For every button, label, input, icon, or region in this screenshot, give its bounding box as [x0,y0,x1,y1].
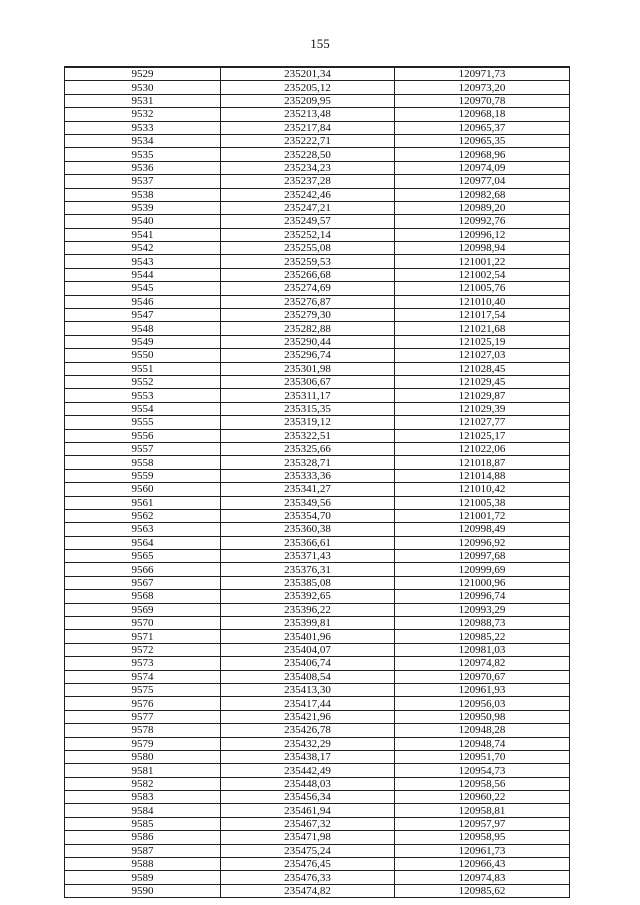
table-row [65,831,570,844]
table-row [65,201,570,214]
x-coordinate-cell: 235315,35 [221,402,395,415]
table-row [65,791,570,804]
point-number-cell: 9582 [65,777,221,790]
table-row [65,188,570,201]
y-coordinate-cell: 121001,72 [395,509,570,522]
x-coordinate-cell: 235328,71 [221,456,395,469]
x-coordinate-cell: 235417,44 [221,697,395,710]
y-coordinate-cell: 120989,20 [395,201,570,214]
table-row [65,576,570,589]
point-number-cell: 9551 [65,362,221,375]
point-number-cell: 9581 [65,764,221,777]
table-row [65,670,570,683]
y-coordinate-cell: 120960,22 [395,791,570,804]
table-row [65,697,570,710]
y-coordinate-cell: 120999,69 [395,563,570,576]
point-number-cell: 9555 [65,416,221,429]
x-coordinate-cell: 235228,50 [221,148,395,161]
y-coordinate-cell: 120981,03 [395,643,570,656]
y-coordinate-cell: 120988,73 [395,617,570,630]
point-number-cell: 9542 [65,242,221,255]
point-number-cell: 9543 [65,255,221,268]
point-number-cell: 9571 [65,630,221,643]
y-coordinate-cell: 120982,68 [395,188,570,201]
x-coordinate-cell: 235234,23 [221,161,395,174]
table-row [65,536,570,549]
y-coordinate-cell: 120948,74 [395,737,570,750]
point-number-cell: 9578 [65,724,221,737]
x-coordinate-cell: 235217,84 [221,121,395,134]
point-number-cell: 9584 [65,804,221,817]
x-coordinate-cell: 235456,34 [221,791,395,804]
y-coordinate-cell: 120951,70 [395,750,570,763]
x-coordinate-cell: 235371,43 [221,550,395,563]
x-coordinate-cell: 235301,98 [221,362,395,375]
x-coordinate-cell: 235296,74 [221,349,395,362]
table-row [65,483,570,496]
y-coordinate-cell: 120985,22 [395,630,570,643]
x-coordinate-cell: 235249,57 [221,215,395,228]
x-coordinate-cell: 235242,46 [221,188,395,201]
table-row [65,175,570,188]
y-coordinate-cell: 120965,35 [395,134,570,147]
point-number-cell: 9532 [65,108,221,121]
coordinates-table [64,66,570,898]
y-coordinate-cell: 120956,03 [395,697,570,710]
table-row [65,242,570,255]
y-coordinate-cell: 120998,49 [395,523,570,536]
table-row [65,94,570,107]
y-coordinate-cell: 120968,96 [395,148,570,161]
point-number-cell: 9560 [65,483,221,496]
point-number-cell: 9580 [65,750,221,763]
table-row [65,282,570,295]
x-coordinate-cell: 235279,30 [221,309,395,322]
table-row [65,750,570,763]
point-number-cell: 9589 [65,871,221,884]
x-coordinate-cell: 235237,28 [221,175,395,188]
point-number-cell: 9558 [65,456,221,469]
x-coordinate-cell: 235266,68 [221,268,395,281]
x-coordinate-cell: 235209,95 [221,94,395,107]
page-number: 155 [310,36,330,51]
x-coordinate-cell: 235259,53 [221,255,395,268]
x-coordinate-cell: 235322,51 [221,429,395,442]
x-coordinate-cell: 235475,24 [221,844,395,857]
y-coordinate-cell: 121022,06 [395,442,570,455]
y-coordinate-cell: 120973,20 [395,81,570,94]
table-row [65,309,570,322]
x-coordinate-cell: 235413,30 [221,683,395,696]
point-number-cell: 9567 [65,576,221,589]
y-coordinate-cell: 120957,97 [395,817,570,830]
x-coordinate-cell: 235282,88 [221,322,395,335]
y-coordinate-cell: 120996,12 [395,228,570,241]
y-coordinate-cell: 120966,43 [395,858,570,871]
y-coordinate-cell: 121017,54 [395,309,570,322]
x-coordinate-cell: 235247,21 [221,201,395,214]
table-row [65,630,570,643]
y-coordinate-cell: 121001,22 [395,255,570,268]
point-number-cell: 9537 [65,175,221,188]
y-coordinate-cell: 120948,28 [395,724,570,737]
x-coordinate-cell: 235461,94 [221,804,395,817]
y-coordinate-cell: 121005,38 [395,496,570,509]
x-coordinate-cell: 235467,32 [221,817,395,830]
table-row [65,509,570,522]
x-coordinate-cell: 235376,31 [221,563,395,576]
y-coordinate-cell: 121025,17 [395,429,570,442]
x-coordinate-cell: 235471,98 [221,831,395,844]
table-row [65,817,570,830]
y-coordinate-cell: 121000,96 [395,576,570,589]
point-number-cell: 9545 [65,282,221,295]
x-coordinate-cell: 235213,48 [221,108,395,121]
point-number-cell: 9562 [65,509,221,522]
x-coordinate-cell: 235360,38 [221,523,395,536]
x-coordinate-cell: 235354,70 [221,509,395,522]
table-row [65,67,570,81]
table-row [65,496,570,509]
table-row [65,737,570,750]
table-row [65,844,570,857]
table-row [65,563,570,576]
x-coordinate-cell: 235222,71 [221,134,395,147]
x-coordinate-cell: 235432,29 [221,737,395,750]
y-coordinate-cell: 120958,95 [395,831,570,844]
point-number-cell: 9530 [65,81,221,94]
x-coordinate-cell: 235319,12 [221,416,395,429]
point-number-cell: 9552 [65,375,221,388]
point-number-cell: 9585 [65,817,221,830]
point-number-cell: 9548 [65,322,221,335]
y-coordinate-cell: 120961,93 [395,683,570,696]
point-number-cell: 9561 [65,496,221,509]
y-coordinate-cell: 120958,81 [395,804,570,817]
point-number-cell: 9570 [65,617,221,630]
table-row [65,108,570,121]
x-coordinate-cell: 235276,87 [221,295,395,308]
y-coordinate-cell: 120961,73 [395,844,570,857]
table-row [65,161,570,174]
table-row [65,335,570,348]
point-number-cell: 9529 [65,67,221,81]
x-coordinate-cell: 235406,74 [221,657,395,670]
x-coordinate-cell: 235290,44 [221,335,395,348]
table-row [65,268,570,281]
coordinates-table-body [65,67,570,898]
point-number-cell: 9563 [65,523,221,536]
table-row [65,710,570,723]
point-number-cell: 9550 [65,349,221,362]
table-row [65,121,570,134]
table-row [65,134,570,147]
y-coordinate-cell: 120996,92 [395,536,570,549]
x-coordinate-cell: 235476,33 [221,871,395,884]
x-coordinate-cell: 235404,07 [221,643,395,656]
point-number-cell: 9557 [65,442,221,455]
point-number-cell: 9572 [65,643,221,656]
point-number-cell: 9573 [65,657,221,670]
point-number-cell: 9540 [65,215,221,228]
x-coordinate-cell: 235421,96 [221,710,395,723]
table-row [65,643,570,656]
x-coordinate-cell: 235201,34 [221,67,395,81]
y-coordinate-cell: 120996,74 [395,590,570,603]
table-row [65,349,570,362]
y-coordinate-cell: 120974,09 [395,161,570,174]
table-row [65,469,570,482]
table-row [65,858,570,871]
table-row [65,884,570,897]
table-row [65,523,570,536]
y-coordinate-cell: 120997,68 [395,550,570,563]
point-number-cell: 9588 [65,858,221,871]
table-row [65,375,570,388]
y-coordinate-cell: 121005,76 [395,282,570,295]
table-row [65,389,570,402]
table-row [65,416,570,429]
point-number-cell: 9583 [65,791,221,804]
table-row [65,322,570,335]
y-coordinate-cell: 121014,88 [395,469,570,482]
x-coordinate-cell: 235426,78 [221,724,395,737]
point-number-cell: 9533 [65,121,221,134]
table-row [65,603,570,616]
table-row [65,657,570,670]
y-coordinate-cell: 121021,68 [395,322,570,335]
table-row [65,550,570,563]
point-number-cell: 9586 [65,831,221,844]
point-number-cell: 9590 [65,884,221,897]
x-coordinate-cell: 235399,81 [221,617,395,630]
x-coordinate-cell: 235306,67 [221,375,395,388]
x-coordinate-cell: 235205,12 [221,81,395,94]
y-coordinate-cell: 120970,78 [395,94,570,107]
y-coordinate-cell: 121018,87 [395,456,570,469]
x-coordinate-cell: 235385,08 [221,576,395,589]
x-coordinate-cell: 235448,03 [221,777,395,790]
x-coordinate-cell: 235392,65 [221,590,395,603]
table-row [65,777,570,790]
table-row [65,804,570,817]
point-number-cell: 9556 [65,429,221,442]
x-coordinate-cell: 235341,27 [221,483,395,496]
table-row [65,871,570,884]
y-coordinate-cell: 121025,19 [395,335,570,348]
point-number-cell: 9559 [65,469,221,482]
point-number-cell: 9575 [65,683,221,696]
table-row [65,442,570,455]
y-coordinate-cell: 121029,87 [395,389,570,402]
y-coordinate-cell: 121027,03 [395,349,570,362]
x-coordinate-cell: 235274,69 [221,282,395,295]
point-number-cell: 9538 [65,188,221,201]
point-number-cell: 9579 [65,737,221,750]
y-coordinate-cell: 121027,77 [395,416,570,429]
point-number-cell: 9531 [65,94,221,107]
x-coordinate-cell: 235255,08 [221,242,395,255]
table-row [65,683,570,696]
table-row [65,590,570,603]
y-coordinate-cell: 120974,82 [395,657,570,670]
point-number-cell: 9535 [65,148,221,161]
table-row [65,617,570,630]
y-coordinate-cell: 120965,37 [395,121,570,134]
y-coordinate-cell: 121029,39 [395,402,570,415]
x-coordinate-cell: 235442,49 [221,764,395,777]
point-number-cell: 9554 [65,402,221,415]
point-number-cell: 9569 [65,603,221,616]
table-row [65,724,570,737]
point-number-cell: 9534 [65,134,221,147]
point-number-cell: 9565 [65,550,221,563]
point-number-cell: 9539 [65,201,221,214]
table-row [65,764,570,777]
point-number-cell: 9536 [65,161,221,174]
table-row [65,402,570,415]
y-coordinate-cell: 120954,73 [395,764,570,777]
point-number-cell: 9566 [65,563,221,576]
y-coordinate-cell: 121010,40 [395,295,570,308]
x-coordinate-cell: 235252,14 [221,228,395,241]
point-number-cell: 9546 [65,295,221,308]
table-row [65,81,570,94]
table-row [65,295,570,308]
x-coordinate-cell: 235311,17 [221,389,395,402]
y-coordinate-cell: 120974,83 [395,871,570,884]
point-number-cell: 9541 [65,228,221,241]
y-coordinate-cell: 120985,62 [395,884,570,897]
point-number-cell: 9577 [65,710,221,723]
point-number-cell: 9544 [65,268,221,281]
point-number-cell: 9547 [65,309,221,322]
point-number-cell: 9549 [65,335,221,348]
y-coordinate-cell: 120993,29 [395,603,570,616]
y-coordinate-cell: 121029,45 [395,375,570,388]
y-coordinate-cell: 120958,56 [395,777,570,790]
x-coordinate-cell: 235333,36 [221,469,395,482]
x-coordinate-cell: 235408,54 [221,670,395,683]
y-coordinate-cell: 120992,76 [395,215,570,228]
y-coordinate-cell: 120998,94 [395,242,570,255]
point-number-cell: 9564 [65,536,221,549]
point-number-cell: 9568 [65,590,221,603]
point-number-cell: 9587 [65,844,221,857]
table-row [65,228,570,241]
x-coordinate-cell: 235396,22 [221,603,395,616]
y-coordinate-cell: 120977,04 [395,175,570,188]
table-row [65,429,570,442]
y-coordinate-cell: 121002,54 [395,268,570,281]
y-coordinate-cell: 121028,45 [395,362,570,375]
table-row [65,456,570,469]
table-row [65,255,570,268]
x-coordinate-cell: 235325,66 [221,442,395,455]
x-coordinate-cell: 235401,96 [221,630,395,643]
table-row [65,215,570,228]
y-coordinate-cell: 120950,98 [395,710,570,723]
y-coordinate-cell: 120970,67 [395,670,570,683]
x-coordinate-cell: 235474,82 [221,884,395,897]
y-coordinate-cell: 120971,73 [395,67,570,81]
y-coordinate-cell: 121010,42 [395,483,570,496]
table-row [65,148,570,161]
table-row [65,362,570,375]
x-coordinate-cell: 235366,61 [221,536,395,549]
point-number-cell: 9574 [65,670,221,683]
point-number-cell: 9576 [65,697,221,710]
point-number-cell: 9553 [65,389,221,402]
x-coordinate-cell: 235349,56 [221,496,395,509]
y-coordinate-cell: 120968,18 [395,108,570,121]
x-coordinate-cell: 235438,17 [221,750,395,763]
x-coordinate-cell: 235476,45 [221,858,395,871]
